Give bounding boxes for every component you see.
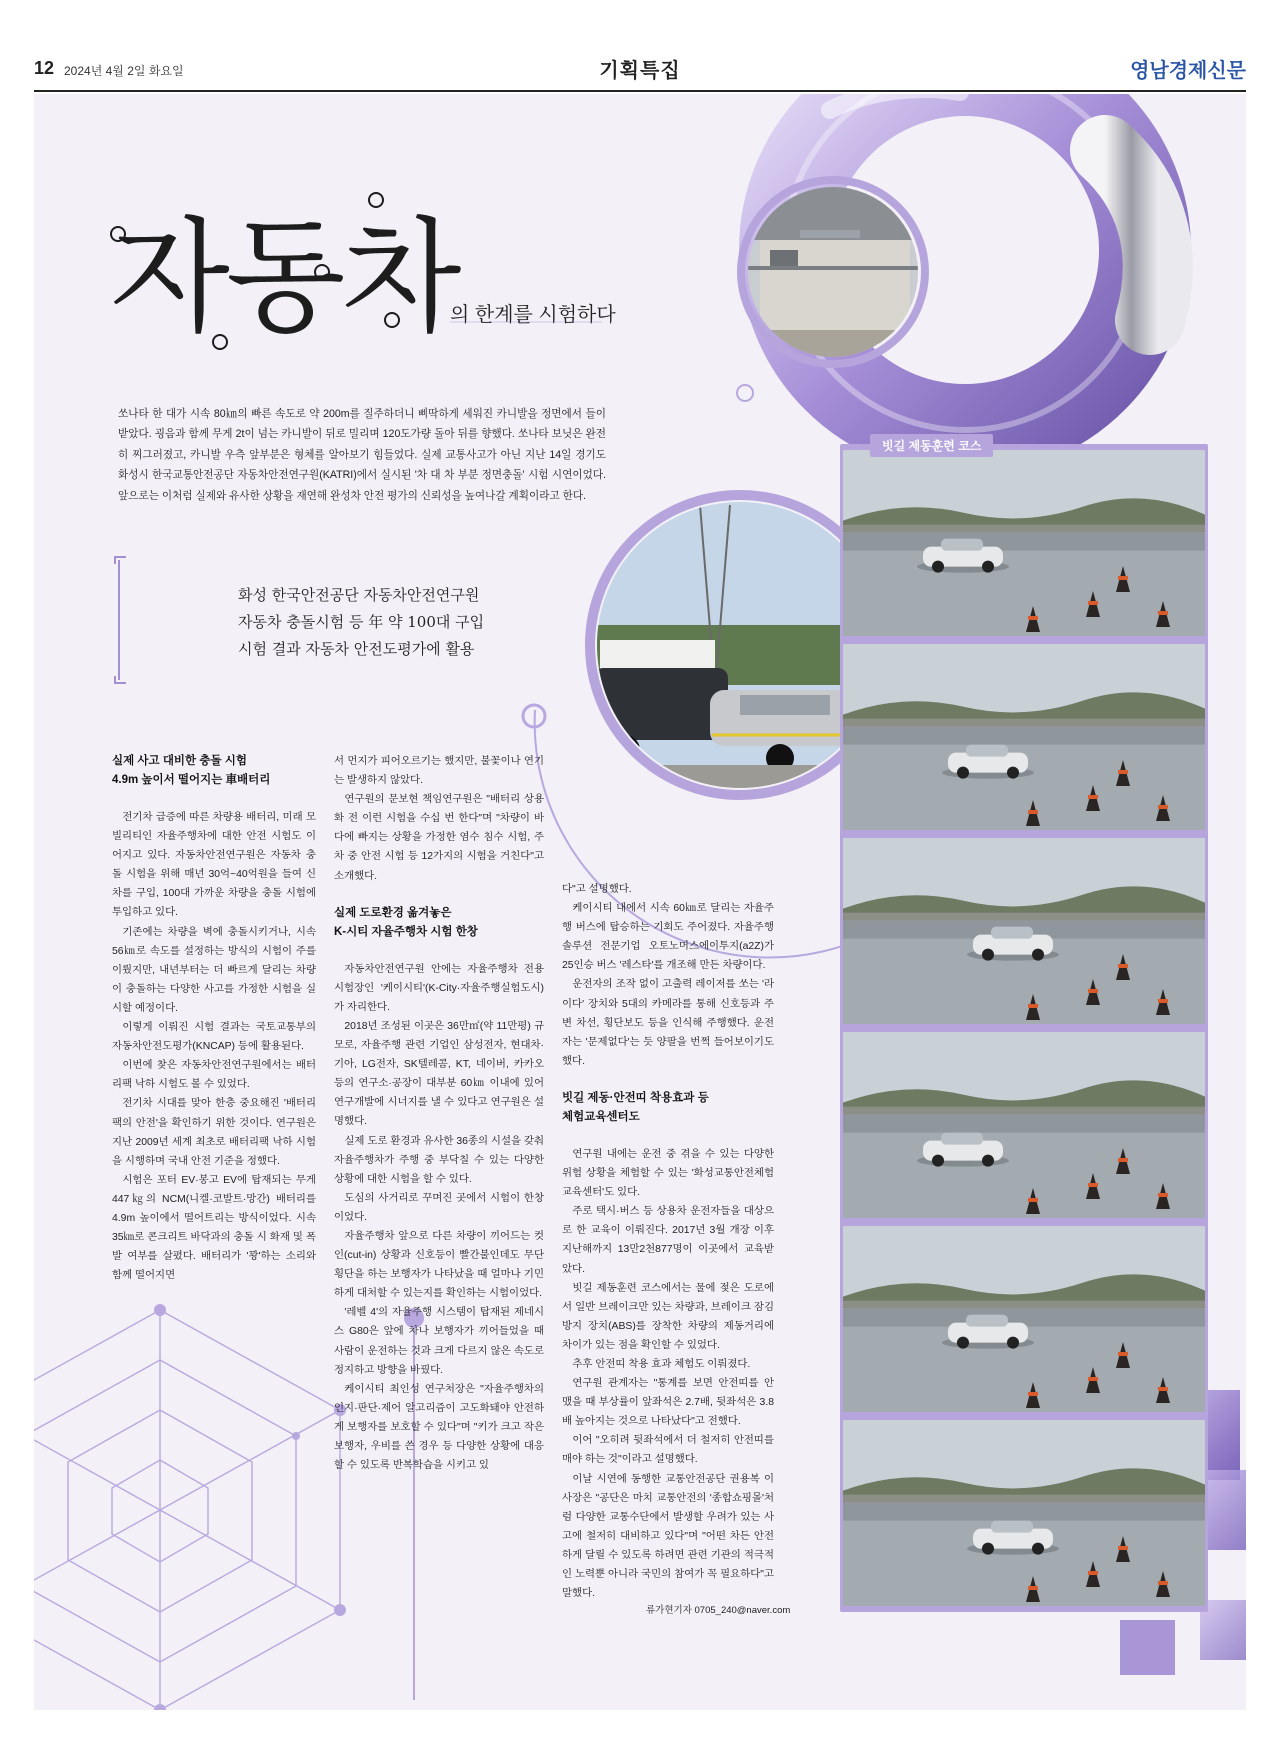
heading-line: 실제 사고 대비한 충돌 시험 — [112, 755, 247, 767]
callout-bar — [118, 560, 120, 680]
heading-line: 체험교육센터도 — [562, 1110, 640, 1123]
callout-line: 자동차 충돌시험 등 年 약 100대 구입 — [238, 613, 485, 631]
braking-course-photo — [843, 838, 1205, 1024]
paragraph: '레벨 4'의 자율주행 시스템이 탑재된 제네시스 G80은 앞에 차나 보행자가 끼어들었을 때 사람이 운전하는 것과 크게 다르지 않은 속도로 정지하고 방향을 바꿨다. — [334, 1307, 544, 1376]
article-column-3 — [562, 880, 774, 1603]
heading-line: K-시티 자율주행차 시험 한창 — [334, 925, 478, 938]
column-heading — [334, 904, 544, 942]
paragraph: 기존에는 차량을 벽에 충돌시키거나, 시속 56㎞로 속도를 설정하는 방식의 시험이 주를 이뤘지만, 내년부터는 더 빠르게 달리는 차량이 충돌하는 다양한 사고를 가정한 시험을 실시할 예정이다. — [112, 926, 316, 1014]
newspaper-logo: 영남경제신문 — [1130, 60, 1246, 82]
heading-line: 실제 도로환경 옮겨놓은 — [334, 906, 452, 919]
wireframe-hexagon-graphic — [0, 1310, 340, 1710]
braking-course-photo — [843, 1420, 1205, 1606]
paragraph: 서 먼지가 피어오르기는 했지만, 불꽃이나 연기는 발생하지 않았다. — [334, 756, 544, 787]
page-number: 12 — [34, 58, 55, 78]
callout-bracket-bottom — [114, 676, 126, 684]
paragraph: 실제 도로 환경과 유사한 36종의 시설을 갖춰 자율주행차가 주행 중 부닥칠 수 있는 다양한 상황에 대한 시험을 할 수 있다. — [334, 1135, 544, 1185]
byline: 류가현기자 0705_240@naver.com — [646, 1605, 791, 1616]
article-column-1 — [112, 752, 316, 1285]
callout-line: 시험 결과 자동차 안전도평가에 활용 — [238, 640, 475, 658]
paragraph: 연구원 관계자는 "통계를 보면 안전띠를 안 맸을 때 부상률이 앞좌석은 2.7배, 뒷좌석은 3.8배 높아지는 것으로 나타났다"고 전했다. — [562, 1378, 774, 1428]
hero-subtitle: 의 한계를 시험하다 — [450, 304, 616, 326]
article-column-2 — [334, 752, 544, 1475]
paragraph: 자율주행차 앞으로 다른 차량이 끼어드는 컷인(cut-in) 상황과 신호등이 빨간불인데도 무단횡단을 하는 보행자가 나타났을 때 얼마나 기민하게 대처할 수 있는지를 확인하는 시험이었다. — [334, 1230, 544, 1300]
heading-line: 빗길 제동·안전띠 착용효과 등 — [562, 1091, 709, 1104]
paragraph: 시험은 포터 EV·봉고 EV에 탑재되는 무게 447㎏의 NCM(니켈·코발트·망간) 배터리를 4.9m 높이에서 떨어트리는 방식이었다. 시속 35㎞로 콘크리트 바닥과의 충돌 시 화재 및 폭발 여부를 살폈다. 배터리가 '꽝'하는 소리와 함께 떨어지면 — [112, 1174, 316, 1282]
column-heading — [562, 1089, 774, 1127]
paragraph: 2018년 조성된 이곳은 36만㎡(약 11만평) 규모로, 자율주행 관련 기업인 삼성전자, 현대차·기아, LG전자, SK텔레콤, KT, 네이버, 카카오 등의 연구소·공장이 대부분 60㎞ 이내에 있어 연구개발에 시너지를 낼 수 있다고 연구원은 설명했다. — [334, 1020, 544, 1128]
braking-course-photo — [843, 450, 1205, 636]
paragraph: 자동차안전연구원 안에는 자율주행차 전용 시험장인 '케이시티'(K-City·자율주행실험도시)가 자리한다. — [334, 963, 544, 1013]
column-heading — [112, 752, 316, 790]
hero-title: 자동차 — [110, 206, 458, 350]
braking-course-photo — [843, 1226, 1205, 1412]
paragraph: 이렇게 이뤄진 시험 결과는 국토교통부의 자동차안전도평가(KNCAP) 등에 활용된다. — [112, 1022, 316, 1053]
paragraph: 운전자의 조작 없이 고출력 레이저를 쏘는 '라이다' 장치와 5대의 카메라를 통해 신호등과 주변 차선, 횡단보도 등을 인식해 주행했다. 운전자는 '문제없다'는 듯 양팔을 번쩍 들어보이기도 했다. — [562, 979, 774, 1067]
callout-bracket-top — [114, 556, 126, 564]
paragraph: 이어 "오히려 뒷좌석에서 더 철저히 안전띠를 매야 하는 것"이라고 설명했다. — [562, 1435, 774, 1466]
paragraph: 빗길 제동훈련 코스에서는 물에 젖은 도로에서 일반 브레이크만 있는 차량과, 브레이크 잠김 방지 장치(ABS)를 장착한 차량의 제동거리에 차이가 있는 점을 확인할 수 있었다. — [562, 1282, 774, 1351]
paragraph: 도심의 사거리로 꾸며진 곳에서 시험이 한창이었다. — [334, 1192, 544, 1223]
paragraph: 연구원의 문보현 책임연구원은 "배터리 상용화 전 이런 시험을 수십 번 한다"며 "차량이 바다에 빠지는 상황을 가정한 염수 침수 시험, 주차 중 안전 시험 등 12가지의 시험을 거친다"고 소개했다. — [334, 794, 544, 882]
paragraph: 전기차 시대를 맞아 한층 중요해진 '배터리팩의 안전'을 확인하기 위한 것이다. 연구원은 지난 2009년 세계 최초로 배터리팩 낙하 시험을 시행하며 국내 안전 기준을 정했다. — [112, 1098, 316, 1167]
paragraph: 주로 택시·버스 등 상용차 운전자들을 대상으로 한 교육이 이뤄진다. 2017년 3월 개장 이후 지난해까지 13만2천877명이 이곳에서 교육받았다. — [562, 1206, 774, 1275]
paragraph: 추후 안전띠 착용 효과 체험도 이뤄졌다. — [572, 1358, 751, 1370]
callout-text — [238, 582, 484, 663]
issue-date: 2024년 4월 2일 화요일 — [64, 64, 184, 78]
paragraph: 다"고 설명했다. — [562, 884, 632, 895]
paragraph: 전기차 급증에 따른 차량용 배터리, 미래 모빌리티인 자율주행차에 대한 안전 시험도 이어지고 있다. 자동차안전연구원은 자동차 충돌 시험을 위해 매년 30억~40억원을 들여 신차를 구입, 100대 가까운 차량을 충돌 시험에 투입하고 있다. — [112, 812, 316, 919]
article-lede: 쏘나타 한 대가 시속 80㎞의 빠른 속도로 약 200m를 질주하더니 삐딱하게 세워진 카니발을 정면에서 들이받았다. 굉음과 함께 무게 2t이 넘는 카니발이 뒤로 밀리며 120도가량 돌아 뒤를 향했다. 쏘나타 보닛은 완전히 찌그러졌고, 카니발 우측 앞부분은 형체를 알아보기 힘들었다. 실제 교통사고가 아닌 지난 14일 경기도 화성시 한국교통안전공단 자동차안전연구원(KATRI)에서 실시된 '차 대 차 부분 정면충돌' 시험 시연이었다. 앞으로는 이처럼 실제와 유사한 상황을 재연해 완성차 안전 평가의 신뢰성을 높여나갈 계획이라고 한다. — [118, 408, 606, 502]
paragraph: 케이시티 내에서 시속 60㎞로 달리는 자율주행 버스에 탑승하는 기회도 주어졌다. 자율주행 솔루션 전문기업 오토노머스에이투지(a2Z)가 25인승 버스 '레스타'를 개조해 만든 차량이다. — [562, 903, 774, 972]
photo-strip-label: 빗길 제동훈련 코스 — [870, 434, 993, 457]
braking-course-photo — [843, 1032, 1205, 1218]
braking-course-photo — [843, 644, 1205, 830]
callout-line: 화성 한국안전공단 자동차안전연구원 — [238, 586, 480, 604]
section-title: 기획특집 — [599, 60, 681, 82]
heading-line: 4.9m 높이서 떨어지는 車배터리 — [112, 774, 271, 786]
paragraph: 연구원 내에는 운전 중 겪을 수 있는 다양한 위험 상황을 체험할 수 있는 '화성교통안전체험교육센터'도 있다. — [562, 1148, 774, 1199]
paragraph: 이번에 찾은 자동차안전연구원에서는 배터리팩 낙하 시험도 볼 수 있었다. — [112, 1060, 316, 1091]
paragraph: 이날 시연에 동행한 교통안전공단 권용복 이사장은 "공단은 마치 교통안전의 '종합쇼핑몰'처럼 다양한 교통수단에서 발생할 우려가 있는 사고에 철저히 대비하고 있다"며 "어떤 차든 안전하게 달릴 수 있도록 하려면 관련 기관의 적극적인 노력뿐 아니라 국민의 참여가 꼭 필요하다"고 말했다. — [562, 1473, 774, 1600]
callout-box — [118, 560, 578, 680]
paragraph: 케이시티 최인성 연구처장은 "자율주행차의 인지·판단·제어 알고리즘이 고도화돼야 안전하게 보행자를 보호할 수 있다"며 "키가 크고 작은 보행자, 우비를 쓴 경우 등 다양한 상황에 대응할 수 있도록 반복학습을 시키고 있 — [334, 1383, 544, 1472]
